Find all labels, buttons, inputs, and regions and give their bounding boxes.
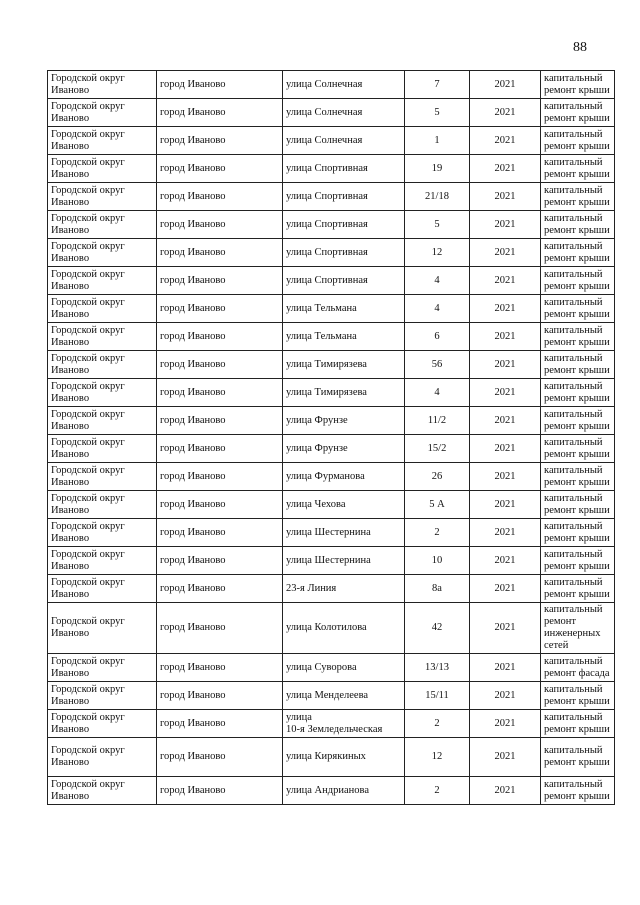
- house-number-cell: 5 А: [405, 491, 470, 519]
- table-row: [48, 71, 615, 99]
- street-cell: улица Спортивная: [283, 239, 405, 267]
- work-type-cell: капитальный ремонт крыши: [541, 491, 615, 519]
- municipality-cell: Городской округ Иваново: [48, 379, 157, 407]
- municipality-cell: Городской округ Иваново: [48, 323, 157, 351]
- year-cell: 2021: [470, 491, 541, 519]
- work-type-cell: капитальный ремонт крыши: [541, 379, 615, 407]
- house-number-cell: 4: [405, 295, 470, 323]
- table-row: [48, 463, 615, 491]
- city-cell: город Иваново: [157, 682, 283, 710]
- house-number-cell: 7: [405, 71, 470, 99]
- municipality-cell: Городской округ Иваново: [48, 603, 157, 654]
- year-cell: 2021: [470, 267, 541, 295]
- work-type-cell: капитальный ремонт крыши: [541, 155, 615, 183]
- street-cell: улица Фурманова: [283, 463, 405, 491]
- table-row: [48, 379, 615, 407]
- city-cell: город Иваново: [157, 295, 283, 323]
- work-type-cell: капитальный ремонт крыши: [541, 519, 615, 547]
- city-cell: город Иваново: [157, 463, 283, 491]
- year-cell: 2021: [470, 463, 541, 491]
- municipality-cell: Городской округ Иваново: [48, 267, 157, 295]
- municipality-cell: Городской округ Иваново: [48, 155, 157, 183]
- street-cell: улица Тимирязева: [283, 351, 405, 379]
- municipality-cell: Городской округ Иваново: [48, 682, 157, 710]
- table-row: [48, 323, 615, 351]
- page-number: 88: [573, 40, 587, 55]
- house-number-cell: 15/2: [405, 435, 470, 463]
- city-cell: город Иваново: [157, 654, 283, 682]
- city-cell: город Иваново: [157, 127, 283, 155]
- municipality-cell: Городской округ Иваново: [48, 295, 157, 323]
- year-cell: 2021: [470, 183, 541, 211]
- municipality-cell: Городской округ Иваново: [48, 738, 157, 777]
- city-cell: город Иваново: [157, 379, 283, 407]
- city-cell: город Иваново: [157, 351, 283, 379]
- table-row: [48, 603, 615, 654]
- street-cell: улица Суворова: [283, 654, 405, 682]
- municipality-cell: Городской округ Иваново: [48, 463, 157, 491]
- house-number-cell: 13/13: [405, 654, 470, 682]
- city-cell: город Иваново: [157, 738, 283, 777]
- municipality-cell: Городской округ Иваново: [48, 710, 157, 738]
- city-cell: город Иваново: [157, 99, 283, 127]
- table-row: [48, 155, 615, 183]
- work-type-cell: капитальный ремонт фасада: [541, 654, 615, 682]
- year-cell: 2021: [470, 682, 541, 710]
- street-cell: улица Шестернина: [283, 547, 405, 575]
- work-type-cell: капитальный ремонт инженерных сетей: [541, 603, 615, 654]
- table-row: [48, 127, 615, 155]
- table-row: [48, 295, 615, 323]
- year-cell: 2021: [470, 547, 541, 575]
- city-cell: город Иваново: [157, 491, 283, 519]
- work-type-cell: капитальный ремонт крыши: [541, 183, 615, 211]
- municipality-cell: Городской округ Иваново: [48, 435, 157, 463]
- year-cell: 2021: [470, 407, 541, 435]
- year-cell: 2021: [470, 127, 541, 155]
- street-cell: улица 10-я Земледельческая: [283, 710, 405, 738]
- house-number-cell: 2: [405, 777, 470, 805]
- table-row: [48, 682, 615, 710]
- table-row: [48, 575, 615, 603]
- house-number-cell: 56: [405, 351, 470, 379]
- house-number-cell: 11/2: [405, 407, 470, 435]
- table-row: [48, 491, 615, 519]
- house-number-cell: 42: [405, 603, 470, 654]
- work-type-cell: капитальный ремонт крыши: [541, 407, 615, 435]
- house-number-cell: 6: [405, 323, 470, 351]
- table-row: [48, 547, 615, 575]
- street-cell: улица Спортивная: [283, 211, 405, 239]
- street-cell: улица Солнечная: [283, 99, 405, 127]
- house-number-cell: 12: [405, 738, 470, 777]
- repair-schedule-table: [47, 70, 615, 805]
- municipality-cell: Городской округ Иваново: [48, 491, 157, 519]
- year-cell: 2021: [470, 239, 541, 267]
- municipality-cell: Городской округ Иваново: [48, 183, 157, 211]
- house-number-cell: 26: [405, 463, 470, 491]
- city-cell: город Иваново: [157, 267, 283, 295]
- street-cell: улица Шестернина: [283, 519, 405, 547]
- work-type-cell: капитальный ремонт крыши: [541, 71, 615, 99]
- work-type-cell: капитальный ремонт крыши: [541, 211, 615, 239]
- street-cell: улица Солнечная: [283, 71, 405, 99]
- work-type-cell: капитальный ремонт крыши: [541, 239, 615, 267]
- year-cell: 2021: [470, 575, 541, 603]
- street-cell: улица Тимирязева: [283, 379, 405, 407]
- year-cell: 2021: [470, 738, 541, 777]
- street-cell: 23-я Линия: [283, 575, 405, 603]
- city-cell: город Иваново: [157, 407, 283, 435]
- house-number-cell: 1: [405, 127, 470, 155]
- municipality-cell: Городской округ Иваново: [48, 99, 157, 127]
- city-cell: город Иваново: [157, 155, 283, 183]
- work-type-cell: капитальный ремонт крыши: [541, 295, 615, 323]
- street-cell: улица Фрунзе: [283, 407, 405, 435]
- street-cell: улица Менделеева: [283, 682, 405, 710]
- street-cell: улица Спортивная: [283, 267, 405, 295]
- table-row: [48, 183, 615, 211]
- municipality-cell: Городской округ Иваново: [48, 654, 157, 682]
- year-cell: 2021: [470, 435, 541, 463]
- city-cell: город Иваново: [157, 323, 283, 351]
- city-cell: город Иваново: [157, 603, 283, 654]
- street-cell: улица Колотилова: [283, 603, 405, 654]
- city-cell: город Иваново: [157, 183, 283, 211]
- work-type-cell: капитальный ремонт крыши: [541, 777, 615, 805]
- year-cell: 2021: [470, 603, 541, 654]
- house-number-cell: 10: [405, 547, 470, 575]
- table-row: [48, 738, 615, 777]
- house-number-cell: 8а: [405, 575, 470, 603]
- municipality-cell: Городской округ Иваново: [48, 407, 157, 435]
- table-row: [48, 99, 615, 127]
- work-type-cell: капитальный ремонт крыши: [541, 267, 615, 295]
- street-cell: улица Солнечная: [283, 127, 405, 155]
- house-number-cell: 2: [405, 710, 470, 738]
- city-cell: город Иваново: [157, 547, 283, 575]
- municipality-cell: Городской округ Иваново: [48, 351, 157, 379]
- year-cell: 2021: [470, 155, 541, 183]
- city-cell: город Иваново: [157, 239, 283, 267]
- city-cell: город Иваново: [157, 211, 283, 239]
- house-number-cell: 5: [405, 211, 470, 239]
- work-type-cell: капитальный ремонт крыши: [541, 351, 615, 379]
- municipality-cell: Городской округ Иваново: [48, 519, 157, 547]
- street-cell: улица Андрианова: [283, 777, 405, 805]
- work-type-cell: капитальный ремонт крыши: [541, 738, 615, 777]
- street-cell: улица Тельмана: [283, 323, 405, 351]
- city-cell: город Иваново: [157, 435, 283, 463]
- street-cell: улица Спортивная: [283, 155, 405, 183]
- table-row: [48, 407, 615, 435]
- work-type-cell: капитальный ремонт крыши: [541, 323, 615, 351]
- house-number-cell: 4: [405, 379, 470, 407]
- street-cell: улица Чехова: [283, 491, 405, 519]
- work-type-cell: капитальный ремонт крыши: [541, 435, 615, 463]
- house-number-cell: 4: [405, 267, 470, 295]
- work-type-cell: капитальный ремонт крыши: [541, 463, 615, 491]
- table-row: [48, 239, 615, 267]
- house-number-cell: 15/11: [405, 682, 470, 710]
- table-row: [48, 435, 615, 463]
- table-row: [48, 710, 615, 738]
- municipality-cell: Городской округ Иваново: [48, 71, 157, 99]
- work-type-cell: капитальный ремонт крыши: [541, 682, 615, 710]
- year-cell: 2021: [470, 654, 541, 682]
- table-row: [48, 654, 615, 682]
- year-cell: 2021: [470, 519, 541, 547]
- street-cell: улица Тельмана: [283, 295, 405, 323]
- table-row: [48, 777, 615, 805]
- work-type-cell: капитальный ремонт крыши: [541, 99, 615, 127]
- municipality-cell: Городской округ Иваново: [48, 239, 157, 267]
- house-number-cell: 19: [405, 155, 470, 183]
- city-cell: город Иваново: [157, 710, 283, 738]
- city-cell: город Иваново: [157, 777, 283, 805]
- year-cell: 2021: [470, 351, 541, 379]
- municipality-cell: Городской округ Иваново: [48, 547, 157, 575]
- work-type-cell: капитальный ремонт крыши: [541, 710, 615, 738]
- year-cell: 2021: [470, 323, 541, 351]
- house-number-cell: 12: [405, 239, 470, 267]
- year-cell: 2021: [470, 379, 541, 407]
- house-number-cell: 5: [405, 99, 470, 127]
- municipality-cell: Городской округ Иваново: [48, 127, 157, 155]
- table-row: [48, 267, 615, 295]
- city-cell: город Иваново: [157, 519, 283, 547]
- work-type-cell: капитальный ремонт крыши: [541, 575, 615, 603]
- work-type-cell: капитальный ремонт крыши: [541, 127, 615, 155]
- year-cell: 2021: [470, 710, 541, 738]
- municipality-cell: Городской округ Иваново: [48, 211, 157, 239]
- year-cell: 2021: [470, 777, 541, 805]
- city-cell: город Иваново: [157, 575, 283, 603]
- municipality-cell: Городской округ Иваново: [48, 777, 157, 805]
- municipality-cell: Городской округ Иваново: [48, 575, 157, 603]
- work-type-cell: капитальный ремонт крыши: [541, 547, 615, 575]
- street-cell: улица Кирякиных: [283, 738, 405, 777]
- year-cell: 2021: [470, 295, 541, 323]
- house-number-cell: 21/18: [405, 183, 470, 211]
- table-body: [48, 71, 615, 805]
- year-cell: 2021: [470, 99, 541, 127]
- table-row: [48, 211, 615, 239]
- house-number-cell: 2: [405, 519, 470, 547]
- street-cell: улица Фрунзе: [283, 435, 405, 463]
- year-cell: 2021: [470, 211, 541, 239]
- city-cell: город Иваново: [157, 71, 283, 99]
- table-row: [48, 351, 615, 379]
- year-cell: 2021: [470, 71, 541, 99]
- table-row: [48, 519, 615, 547]
- street-cell: улица Спортивная: [283, 183, 405, 211]
